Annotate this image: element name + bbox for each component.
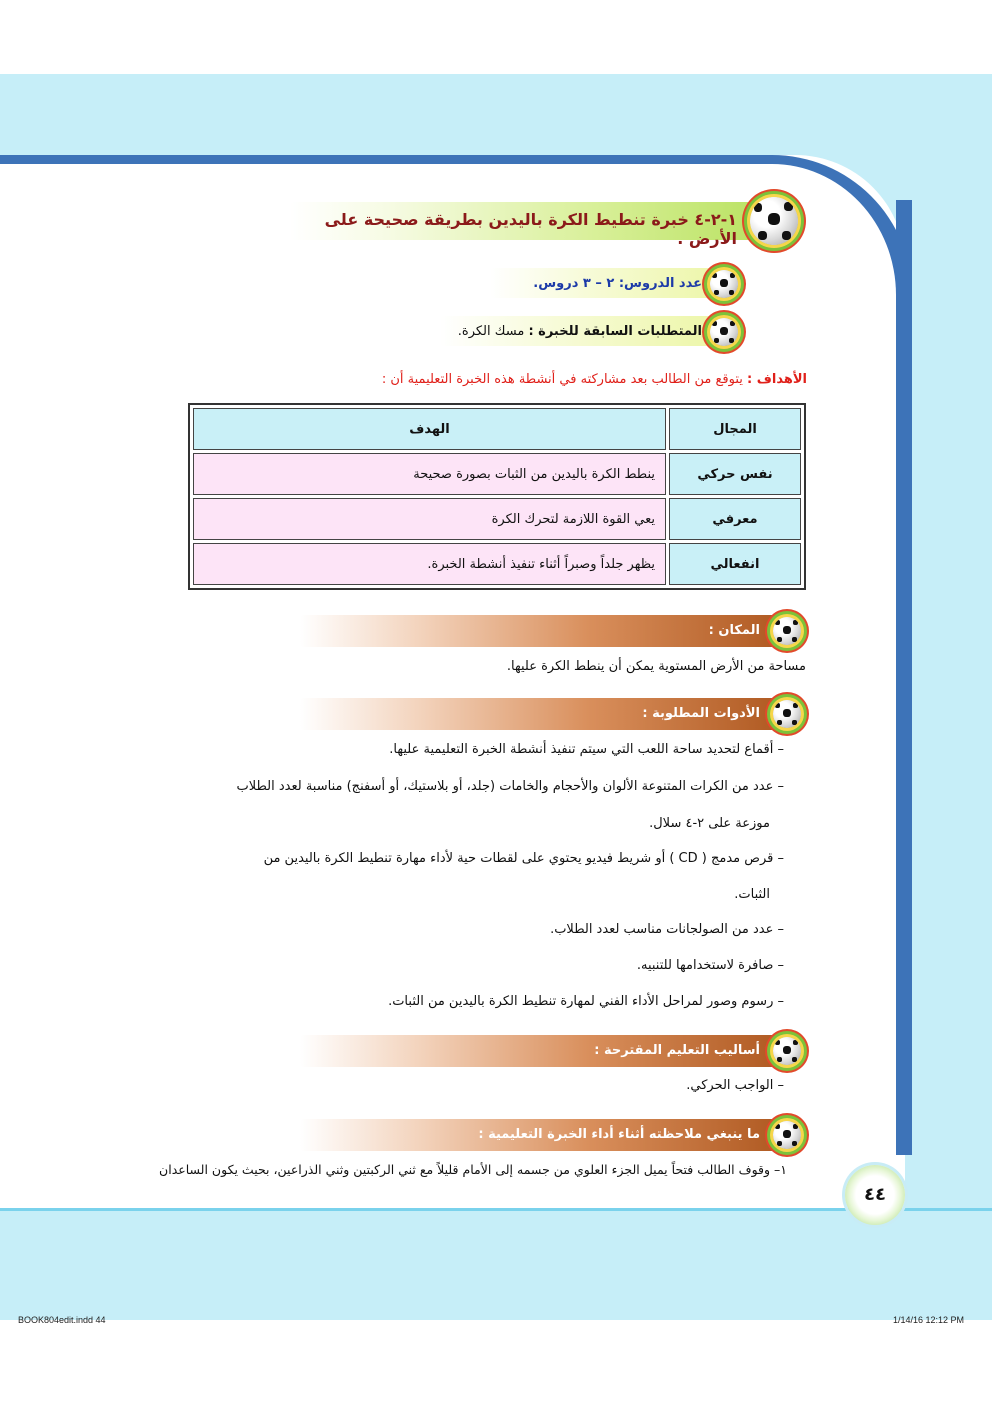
footer-date: 1/14/16 12:12 PM [892, 1315, 964, 1325]
soccer-ball-icon [710, 270, 738, 298]
tools-item: – عدد من الصولجانات مناسب لعدد الطلاب. [550, 922, 784, 937]
lessons-count [442, 276, 702, 291]
frame-band-right [896, 200, 912, 1155]
goal-cell: يعي القوة اللازمة لتحرك الكرة [193, 498, 666, 540]
place-text: مساحة من الأرض المستوية يمكن أن ينطط الكرة عليها. [506, 659, 806, 674]
lessons-value: ٢ – ٣ دروس. [533, 276, 615, 291]
table-row [193, 543, 801, 585]
objectives-text: يتوقع من الطالب بعد مشاركته في أنشطة هذه الخبرة التعليمية أن : [381, 372, 743, 387]
tools-item: – أقماع لتحديد ساحة اللعب التي سيتم تنفيذ أنشطة الخبرة التعليمية عليها. [389, 742, 784, 757]
domain-cell: انفعالي [669, 543, 801, 585]
header-goal: الهدف [193, 408, 666, 450]
table-row [193, 498, 801, 540]
tools-item: – عدد من الكرات المتنوعة الألوان والأحجام والخامات (جلد، أو بلاستيك، أو أسفنج) مناسبة لعدد الطلاب [236, 779, 784, 794]
prerequisites [382, 324, 702, 339]
tools-item: – قرص مدمج ( CD ) أو شريط فيديو يحتوي على لقطات حية لأداء مهارة تنطيط الكرة باليدين من [263, 851, 784, 866]
soccer-ball-icon [773, 1037, 801, 1065]
tools-item: – رسوم وصور لمراحل الأداء الفني لمهارة تنطيط الكرة باليدين من الثبات. [388, 994, 784, 1009]
frame-band-top [0, 155, 760, 164]
soccer-ball-icon [773, 1121, 801, 1149]
footer-file: BOOK804edit.indd 44 [18, 1315, 106, 1325]
prereq-value: مسك الكرة. [457, 324, 525, 339]
objectives-table [188, 403, 806, 590]
goal-cell: ينطط الكرة باليدين من الثبات بصورة صحيحة [193, 453, 666, 495]
table-row [193, 453, 801, 495]
lessons-label: عدد الدروس: [618, 276, 702, 291]
header-domain: المجال [669, 408, 801, 450]
objectives-intro [347, 372, 807, 387]
methods-item: – الواجب الحركي. [686, 1078, 784, 1093]
methods-label: أساليب التعليم المقترحة : [594, 1043, 760, 1058]
page-number: ٤٤ [845, 1165, 905, 1225]
soccer-ball-icon [773, 700, 801, 728]
place-label: المكان : [708, 623, 760, 638]
tools-item-continued: الثبات. [734, 887, 770, 902]
goal-cell: يظهر جلداً وصبراً أثناء تنفيذ أنشطة الخبرة. [193, 543, 666, 585]
objectives-label: الأهداف : [747, 372, 807, 387]
notes-label: ما ينبغي ملاحظته أثناء أداء الخبرة التعليمية : [478, 1127, 760, 1142]
soccer-ball-icon [773, 617, 801, 645]
domain-cell: نفس حركي [669, 453, 801, 495]
tools-label: الأدوات المطلوبة : [642, 706, 760, 721]
notes-item: ١– وقوف الطالب فتحاً يميل الجزء العلوي من جسمه إلى الأمام قليلاً مع ثني الركبتين وثني الذراعين، بحيث يكون الساعدان [159, 1162, 787, 1177]
page-title: ١-٢-٤ خبرة تنطيط الكرة باليدين بطريقة صحيحة على الأرض . [324, 210, 737, 248]
tools-item-continued: موزعة على ٢-٤ سلال. [649, 816, 770, 831]
soccer-ball-icon [750, 197, 798, 245]
prereq-label: المتطلبات السابقة للخبرة : [528, 324, 702, 339]
tools-item: – صافرة لاستخدامها للتنبيه. [636, 958, 784, 973]
soccer-ball-icon [710, 318, 738, 346]
frame-bottom-line [0, 1208, 992, 1211]
table-header-row [193, 408, 801, 450]
domain-cell: معرفي [669, 498, 801, 540]
